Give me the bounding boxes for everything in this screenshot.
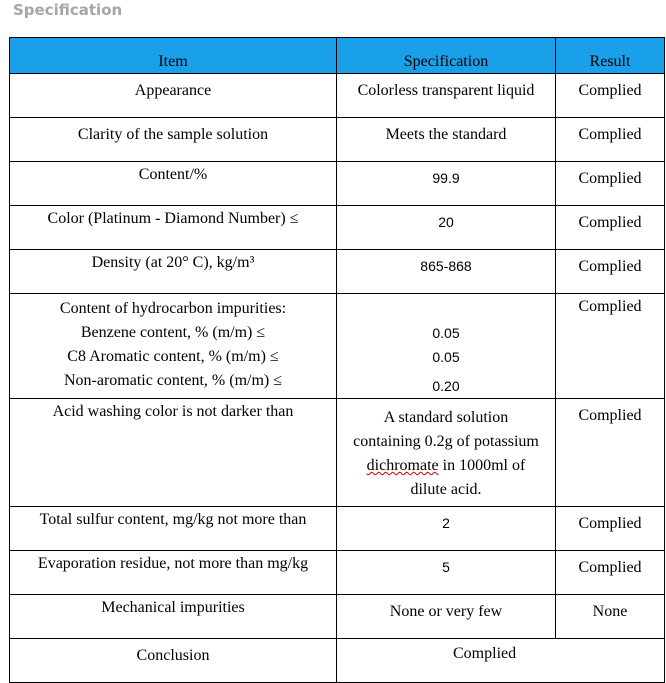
table-row xyxy=(10,294,665,399)
row-mechanical-item: Mechanical impurities xyxy=(10,595,337,639)
row-content-result: Complied xyxy=(556,162,665,206)
row-acid-result: Complied xyxy=(556,399,665,507)
row-evaporation-result: Complied xyxy=(556,551,665,595)
row-sulfur-spec: 2 xyxy=(337,507,556,551)
benzene-value: 0.05 xyxy=(432,325,460,341)
c8-value: 0.05 xyxy=(432,349,460,365)
non-aromatic-label: Non-aromatic content, % (m/m) ≤ xyxy=(63,372,283,389)
header-specification: Specification xyxy=(337,38,556,74)
row-density-result: Complied xyxy=(556,250,665,294)
hydrocarbon-heading: Content of hydrocarbon impurities: xyxy=(59,300,287,317)
row-hydrocarbon-spec xyxy=(337,294,556,399)
row-conclusion-item: Conclusion xyxy=(10,639,337,683)
benzene-label: Benzene content, % (m/m) ≤ xyxy=(80,324,266,341)
table-row xyxy=(10,118,665,162)
acid-spec-line1: A standard solution xyxy=(383,409,509,426)
header-result: Result xyxy=(556,38,665,74)
table-row xyxy=(10,507,665,551)
row-appearance-item: Appearance xyxy=(10,74,337,118)
row-appearance-spec: Colorless transparent liquid xyxy=(337,74,556,118)
table-row xyxy=(10,74,665,118)
row-evaporation-item: Evaporation residue, not more than mg/kg xyxy=(10,551,337,595)
row-content-item: Content/% xyxy=(10,162,337,206)
row-sulfur-item: Total sulfur content, mg/kg not more than xyxy=(10,507,337,551)
row-conclusion-value: Complied xyxy=(337,639,665,683)
row-appearance-result: Complied xyxy=(556,74,665,118)
c8-label: C8 Aromatic content, % (m/m) ≤ xyxy=(67,348,279,365)
acid-spec-line3-rest: in 1000ml of xyxy=(438,457,526,474)
row-acid-item: Acid washing color is not darker than xyxy=(10,399,337,507)
row-density-spec: 865-868 xyxy=(337,250,556,294)
acid-spec-line4: dilute acid. xyxy=(410,481,482,498)
row-density-item: Density (at 20° C), kg/m³ xyxy=(10,250,337,294)
row-hydrocarbon-item xyxy=(10,294,337,399)
acid-spec-line2: containing 0.2g of potassium xyxy=(353,433,539,450)
table-row xyxy=(10,399,665,507)
acid-spec-line3 xyxy=(339,454,553,478)
specification-table xyxy=(9,37,665,683)
row-color-item: Color (Platinum - Diamond Number) ≤ xyxy=(10,206,337,250)
row-mechanical-spec: None or very few xyxy=(337,595,556,639)
non-aromatic-value: 0.20 xyxy=(432,378,460,394)
row-mechanical-result: None xyxy=(556,595,665,639)
table-row xyxy=(10,162,665,206)
table-row xyxy=(10,206,665,250)
row-clarity-item: Clarity of the sample solution xyxy=(10,118,337,162)
header-item: Item xyxy=(10,38,337,74)
table-row xyxy=(10,551,665,595)
row-acid-spec xyxy=(337,399,556,507)
acid-spec-dichromate: dichromate xyxy=(366,457,439,474)
row-clarity-result: Complied xyxy=(556,118,665,162)
row-content-spec: 99.9 xyxy=(337,162,556,206)
row-color-spec: 20 xyxy=(337,206,556,250)
row-hydrocarbon-result: Complied xyxy=(556,294,665,399)
table-row xyxy=(10,639,665,683)
table-row xyxy=(10,250,665,294)
table-row xyxy=(10,595,665,639)
row-clarity-spec: Meets the standard xyxy=(337,118,556,162)
row-evaporation-spec: 5 xyxy=(337,551,556,595)
row-sulfur-result: Complied xyxy=(556,507,665,551)
header-row xyxy=(10,38,665,74)
section-title: Specification xyxy=(13,1,123,19)
row-color-result: Complied xyxy=(556,206,665,250)
